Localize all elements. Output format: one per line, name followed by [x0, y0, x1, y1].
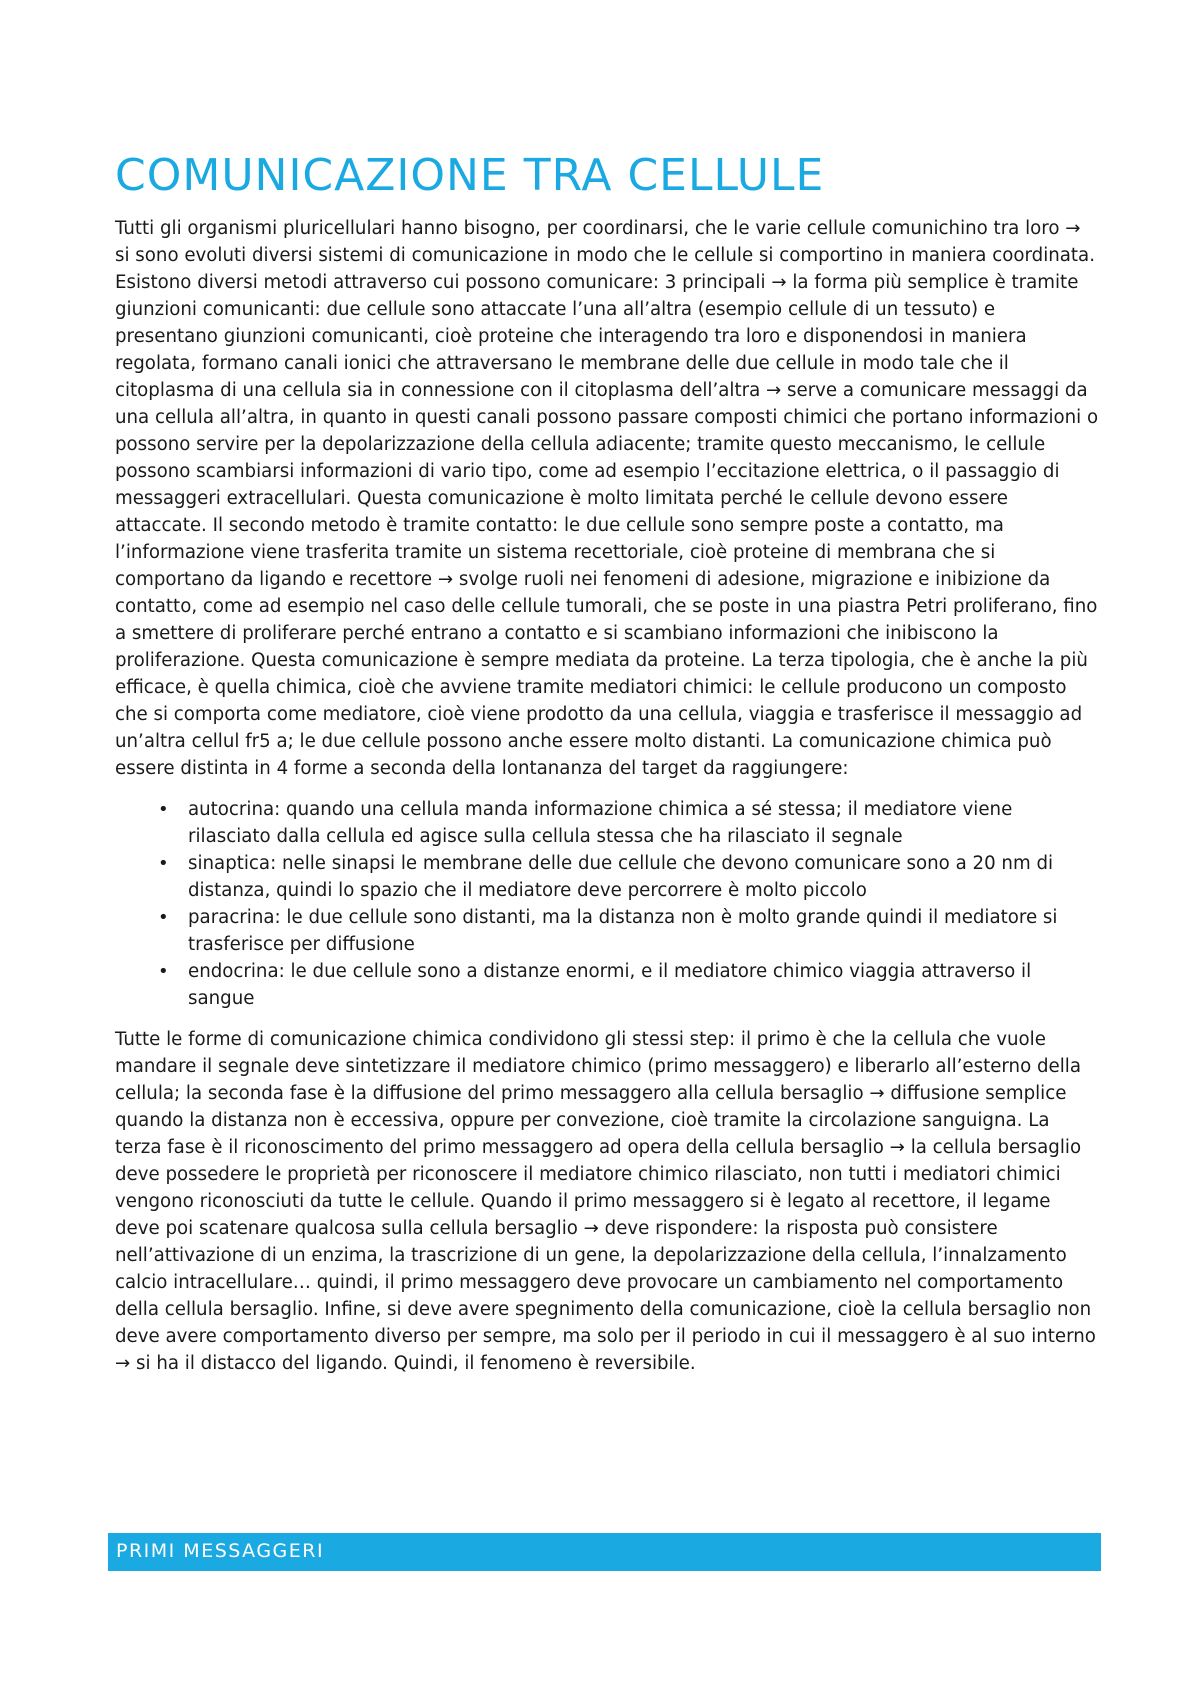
- page-title: COMUNICAZIONE TRA CELLULE: [115, 150, 825, 201]
- communication-types-list: [115, 796, 1100, 1012]
- bullet-icon: •: [158, 852, 169, 874]
- list-item: [158, 850, 1100, 904]
- list-item-text: endocrina: le due cellule sono a distanze enormi, e il mediatore chimico viaggia attraverso il sangue: [188, 960, 1032, 1009]
- list-item: [158, 958, 1100, 1012]
- list-item-text: autocrina: quando una cellula manda informazione chimica a sé stessa; il mediatore viene rilasciato dalla cellula ed agisce sulla cellula stessa che ha rilasciato il segnale: [188, 798, 1013, 847]
- bullet-icon: •: [158, 798, 169, 820]
- list-item: [158, 796, 1100, 850]
- section-heading: PRIMI MESSAGGERI: [116, 1540, 325, 1562]
- bullet-icon: •: [158, 906, 169, 928]
- document-body: [115, 150, 1100, 1377]
- list-item: [158, 904, 1100, 958]
- list-item-text: paracrina: le due cellule sono distanti, ma la distanza non è molto grande quindi il mediatore si trasferisce per diffusione: [188, 906, 1058, 955]
- bullet-icon: •: [158, 960, 169, 982]
- paragraph-intro: Tutti gli organismi pluricellulari hanno bisogno, per coordinarsi, che le varie cellule comunichino tra loro → si sono evoluti diversi sistemi di comunicazione in modo che le cellule si comportino in maniera coordinata. Esistono diversi metodi attraverso cui possono comunicare: 3 principali → la forma più semplice è tramite giunzioni comunicanti: due cellule sono attaccate l’una all’altra (esempio cellule di un tessuto) e presentano giunzioni comunicanti, cioè proteine che interagendo tra loro e disponendosi in maniera regolata, formano canali ionici che attraversano le membrane delle due cellule in modo tale che il citoplasma di una cellula sia in connessione con il citoplasma dell’altra → serve a comunicare messaggi da una cellula all’altra, in quanto in questi canali possono passare composti chimici che portano informazioni o possono servire per la depolarizzazione della cellula adiacente; tramite questo meccanismo, le cellule possono scambiarsi informazioni di vario tipo, come ad esempio l’eccitazione elettrica, o il passaggio di messaggeri extracellulari. Questa comunicazione è molto limitata perché le cellule devono essere attaccate. Il secondo metodo è tramite contatto: le due cellule sono sempre poste a contatto, ma l’informazione viene trasferita tramite un sistema recettoriale, cioè proteine di membrana che si comportano da ligando e recettore → svolge ruoli nei fenomeni di adesione, migrazione e inibizione da contatto, come ad esempio nel caso delle cellule tumorali, che se poste in una piastra Petri proliferano, fino a smettere di proliferare perché entrano a contatto e si scambiano informazioni che inibiscono la proliferazione. Questa comunicazione è sempre mediata da proteine. La terza tipologia, che è anche la più efficace, è quella chimica, cioè che avviene tramite mediatori chimici: le cellule producono un composto che si comporta come mediatore, cioè viene prodotto da una cellula, viaggia e trasferisce il messaggio ad un’altra cellul fr5 a; le due cellule possono anche essere molto distanti. La comunicazione chimica può essere distinta in 4 forme a seconda della lontananza del target da raggiungere:: [115, 217, 1099, 779]
- list-item-text: sinaptica: nelle sinapsi le membrane delle due cellule che devono comunicare sono a 20 nm di distanza, quindi lo spazio che il mediatore deve percorrere è molto piccolo: [188, 852, 1054, 901]
- paragraph-steps: Tutte le forme di comunicazione chimica condividono gli stessi step: il primo è che la cellula che vuole mandare il segnale deve sintetizzare il mediatore chimico (primo messaggero) e liberarlo all’esterno della cellula; la seconda fase è la diffusione del primo messaggero alla cellula bersaglio → diffusione semplice quando la distanza non è eccessiva, oppure per convezione, cioè tramite la circolazione sanguigna. La terza fase è il riconoscimento del primo messaggero ad opera della cellula bersaglio → la cellula bersaglio deve possedere le proprietà per riconoscere il mediatore chimico rilasciato, non tutti i mediatori chimici vengono riconosciuti da tutte le cellule. Quando il primo messaggero si è legato al recettore, il legame deve poi scatenare qualcosa sulla cellula bersaglio → deve rispondere: la risposta può consistere nell’attivazione di un enzima, la trascrizione di un gene, la depolarizzazione della cellula, l’innalzamento calcio intracellulare… quindi, il primo messaggero deve provocare un cambiamento nel comportamento della cellula bersaglio. Infine, si deve avere spegnimento della comunicazione, cioè la cellula bersaglio non deve avere comportamento diverso per sempre, ma solo per il periodo in cui il messaggero è al suo interno → si ha il distacco del ligando. Quindi, il fenomeno è reversibile.: [115, 1028, 1096, 1374]
- section-heading-bar: [108, 1533, 1101, 1571]
